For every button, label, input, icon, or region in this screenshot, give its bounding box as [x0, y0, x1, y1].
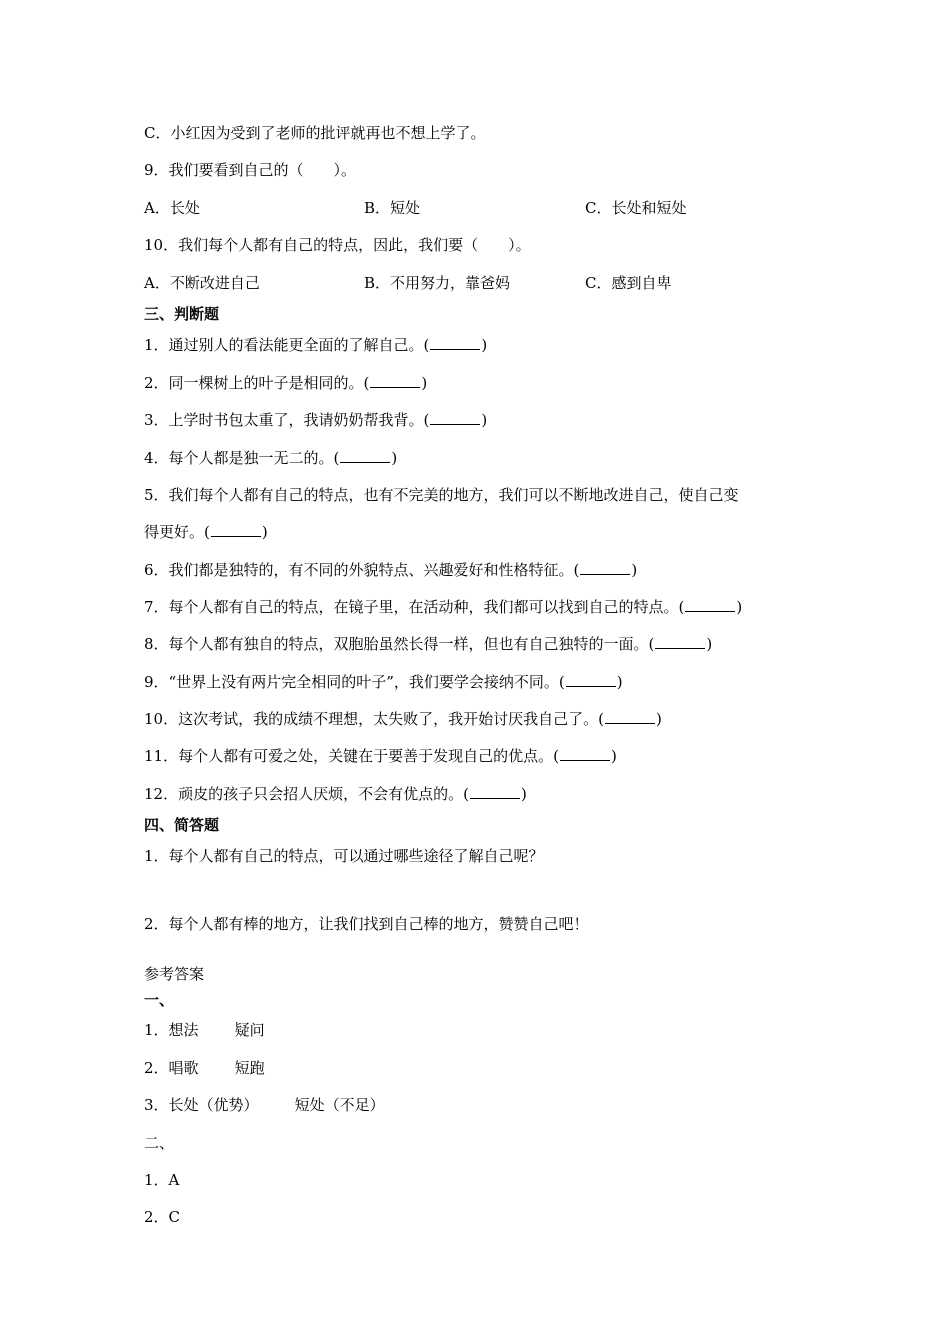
judge-item-end: ): [655, 710, 662, 728]
answer-blank[interactable]: [580, 560, 630, 575]
answer-blank[interactable]: [340, 448, 390, 463]
judge-item-end: ): [520, 785, 527, 803]
judge-item-4: [144, 448, 397, 468]
judge-item-end: ): [481, 411, 488, 429]
answer-number: 1．: [144, 1021, 169, 1039]
q9-option-b: B．短处: [364, 199, 421, 217]
short-heading: 四、简答题: [144, 816, 220, 834]
judge-item-end: ): [421, 374, 428, 392]
answer-blank[interactable]: [605, 709, 655, 724]
answer-row-1: [144, 1020, 265, 1040]
judge-item-end: ): [631, 561, 638, 579]
judge-item-5-cont: [144, 522, 268, 542]
judge-item-text: 8．每个人都有独自的特点，双胞胎虽然长得一样，但也有自己独特的一面。(: [144, 635, 655, 653]
short-q2: 2．每个人都有棒的地方，让我们找到自己棒的地方，赞赞自己吧！: [144, 915, 589, 933]
answer-row-2: [144, 1058, 265, 1078]
judge-item-6: [144, 560, 637, 580]
answer-value: 疑问: [234, 1021, 265, 1039]
answer-blank[interactable]: [430, 335, 480, 350]
q10-option-a: A．不断改进自己: [144, 274, 260, 292]
judge-item-8: [144, 634, 712, 654]
judge-item-end: ): [261, 523, 268, 541]
answer-blank[interactable]: [685, 597, 735, 612]
answers-section-2: 二、: [144, 1134, 175, 1152]
answer-blank[interactable]: [370, 373, 420, 388]
judge-item-7: [144, 597, 742, 617]
q8-option-c: C．小红因为受到了老师的批评就再也不想上学了。: [144, 124, 486, 142]
judge-item-end: ): [706, 635, 713, 653]
judge-item-text: 2．同一棵树上的叶子是相同的。(: [144, 374, 370, 392]
answer-2-1: 1．A: [144, 1171, 180, 1189]
judge-item-text: 6．我们都是独特的，有不同的外貌特点、兴趣爱好和性格特征。(: [144, 561, 580, 579]
judge-item-text: 得更好。(: [144, 523, 210, 541]
judge-item-10: [144, 709, 662, 729]
q10-option-b: B．不用努力，靠爸妈: [364, 274, 511, 292]
judge-heading: 三、判断题: [144, 305, 220, 323]
answer-blank[interactable]: [655, 634, 705, 649]
answer-blank[interactable]: [566, 672, 616, 687]
judge-item-end: ): [481, 336, 488, 354]
answer-value: 想法: [168, 1021, 199, 1039]
judge-item-12: [144, 784, 527, 804]
judge-item-text: 9．“世界上没有两片完全相同的叶子”，我们要学会接纳不同。(: [144, 673, 565, 691]
judge-item-text: 12．顽皮的孩子只会招人厌烦，不会有优点的。(: [144, 785, 469, 803]
answer-value: 唱歌: [168, 1059, 199, 1077]
answers-section-1: 一、: [144, 991, 175, 1009]
judge-item-text: 10．这次考试，我的成绩不理想，太失败了，我开始讨厌我自己了。(: [144, 710, 604, 728]
answer-value: 短跑: [234, 1059, 265, 1077]
judge-item-end: ): [391, 449, 398, 467]
judge-item-text: 1．通过别人的看法能更全面的了解自己。(: [144, 336, 430, 354]
answer-blank[interactable]: [430, 410, 480, 425]
short-q1: 1．每个人都有自己的特点，可以通过哪些途径了解自己呢？: [144, 847, 544, 865]
judge-item-1: [144, 335, 487, 355]
judge-item-end: ): [616, 673, 623, 691]
answer-number: 3．: [144, 1096, 169, 1114]
q10-option-c: C．感到自卑: [585, 274, 672, 292]
judge-item-9: [144, 672, 623, 692]
judge-item-5: [144, 485, 739, 505]
judge-item-3: [144, 410, 487, 430]
q9-option-c: C．长处和短处: [585, 199, 687, 217]
q10-stem: 10．我们每个人都有自己的特点，因此，我们要（ ）。: [144, 236, 531, 254]
answer-row-3: [144, 1095, 385, 1115]
judge-item-2: [144, 373, 427, 393]
answer-blank[interactable]: [211, 522, 261, 537]
answer-2-2: 2．C: [144, 1208, 181, 1226]
judge-item-end: ): [736, 598, 743, 616]
answers-title: 参考答案: [144, 965, 205, 983]
judge-item-text: 3．上学时书包太重了，我请奶奶帮我背。(: [144, 411, 430, 429]
q9-option-a: A．长处: [144, 199, 200, 217]
judge-item-11: [144, 746, 617, 766]
judge-item-text: 4．每个人都是独一无二的。(: [144, 449, 340, 467]
q9-stem: 9．我们要看到自己的（ ）。: [144, 161, 357, 179]
answer-blank[interactable]: [560, 746, 610, 761]
judge-item-text: 11．每个人都有可爱之处，关键在于要善于发现自己的优点。(: [144, 747, 559, 765]
judge-item-end: ): [610, 747, 617, 765]
answer-value: 短处（不足）: [294, 1096, 385, 1114]
answer-value: 长处（优势）: [168, 1096, 259, 1114]
answer-blank[interactable]: [470, 784, 520, 799]
judge-item-text: 7．每个人都有自己的特点，在镜子里，在活动种，我们都可以找到自己的特点。(: [144, 598, 685, 616]
judge-item-text: 5．我们每个人都有自己的特点，也有不完美的地方，我们可以不断地改进自己，使自己变: [144, 486, 739, 504]
answer-number: 2．: [144, 1059, 169, 1077]
